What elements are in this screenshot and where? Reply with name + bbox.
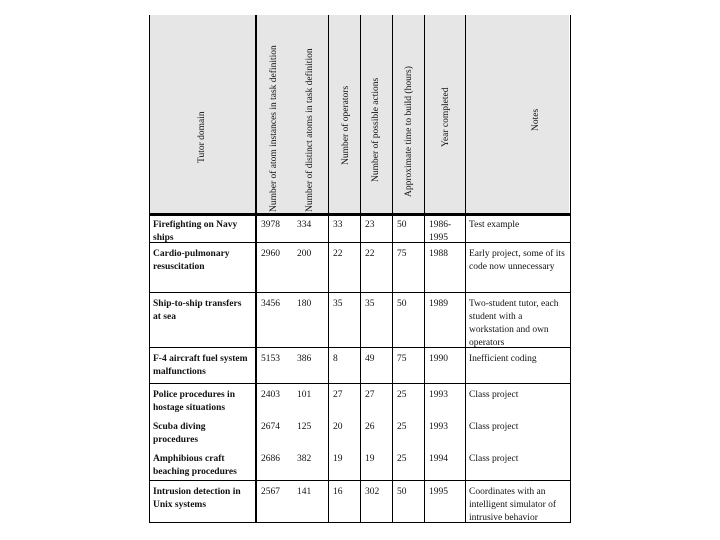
cell-time: 25 <box>397 390 407 400</box>
cell-distinct: 180 <box>297 299 312 309</box>
cell-atoms: 2960 <box>261 249 280 259</box>
tutor-domains-table <box>149 15 571 523</box>
cell-actions: 27 <box>365 390 375 400</box>
cell-domain: F-4 aircraft fuel system malfunctions <box>153 354 248 377</box>
divider <box>424 15 425 523</box>
cell-time: 25 <box>397 454 407 464</box>
cell-domain: Intrusion detection in Unix systems <box>153 487 241 510</box>
cell-notes: Class project <box>469 390 519 400</box>
cell-distinct: 101 <box>297 390 312 400</box>
cell-year: 1994 <box>429 454 448 464</box>
border <box>570 15 571 523</box>
cell-operators: 20 <box>333 422 343 432</box>
header-distinct-atoms: Number of distinct atoms in task definition <box>305 48 315 212</box>
cell-time: 25 <box>397 422 407 432</box>
cell-actions: 49 <box>365 354 375 364</box>
header-build-time: Approximate time to build (hours) <box>404 66 414 197</box>
cell-distinct: 141 <box>297 487 312 497</box>
cell-actions: 26 <box>365 422 375 432</box>
cell-domain: Ship-to-ship transfers at sea <box>153 299 242 322</box>
cell-distinct: 200 <box>297 249 312 259</box>
row-rule <box>149 480 571 481</box>
cell-distinct: 386 <box>297 354 312 364</box>
cell-domain: Amphibious craft beaching procedures <box>153 454 237 477</box>
header-year-completed: Year completed <box>441 87 451 147</box>
divider <box>392 15 393 523</box>
cell-distinct: 382 <box>297 454 312 464</box>
cell-operators: 22 <box>333 249 343 259</box>
cell-year: 1989 <box>429 299 448 309</box>
cell-operators: 33 <box>333 220 343 230</box>
cell-time: 50 <box>397 299 407 309</box>
cell-atoms: 2403 <box>261 390 280 400</box>
cell-notes: Class project <box>469 454 519 464</box>
cell-atoms: 2686 <box>261 454 280 464</box>
cell-actions: 302 <box>365 487 380 497</box>
cell-distinct: 125 <box>297 422 312 432</box>
divider <box>328 15 329 523</box>
cell-year: 1995 <box>429 487 448 497</box>
cell-operators: 8 <box>333 354 338 364</box>
cell-notes: Test example <box>469 220 520 230</box>
cell-domain: Police procedures in hostage situations <box>153 390 235 413</box>
cell-year: 1988 <box>429 249 448 259</box>
cell-domain: Scuba diving procedures <box>153 422 206 445</box>
cell-domain: Cardio-pulmonary resuscitation <box>153 249 230 272</box>
cell-actions: 22 <box>365 249 375 259</box>
cell-actions: 35 <box>365 299 375 309</box>
divider <box>255 15 257 523</box>
cell-domain: Firefighting on Navy ships <box>153 220 238 243</box>
cell-year: 1990 <box>429 354 448 364</box>
cell-year: 1993 <box>429 422 448 432</box>
cell-year: 1993 <box>429 390 448 400</box>
header-tutor-domain: Tutor domain <box>197 111 207 163</box>
border <box>149 15 150 523</box>
divider <box>465 15 466 523</box>
row-rule <box>149 292 571 293</box>
header-possible-actions: Number of possible actions <box>371 77 381 182</box>
cell-operators: 19 <box>333 454 343 464</box>
cell-time: 75 <box>397 354 407 364</box>
cell-time: 50 <box>397 487 407 497</box>
cell-notes: Inefficient coding <box>469 354 537 364</box>
cell-year: 1986-1995 <box>429 220 452 243</box>
cell-notes: Coordinates with an intelligent simulator of intrusive behavior <box>469 487 557 523</box>
cell-atoms: 5153 <box>261 354 280 364</box>
cell-atoms: 3456 <box>261 299 280 309</box>
cell-operators: 16 <box>333 487 343 497</box>
cell-notes: Class project <box>469 422 519 432</box>
row-rule <box>149 383 571 384</box>
cell-actions: 23 <box>365 220 375 230</box>
cell-actions: 19 <box>365 454 375 464</box>
cell-time: 75 <box>397 249 407 259</box>
cell-notes: Early project, some of its code now unnecessary <box>469 249 565 272</box>
cell-atoms: 2567 <box>261 487 280 497</box>
header-operators: Number of operators <box>341 85 351 165</box>
header-rule <box>149 213 571 216</box>
header-notes: Notes <box>531 108 541 131</box>
cell-distinct: 334 <box>297 220 312 230</box>
cell-atoms: 3978 <box>261 220 280 230</box>
cell-operators: 35 <box>333 299 343 309</box>
cell-atoms: 2674 <box>261 422 280 432</box>
header-atom-instances: Number of atom instances in task definition <box>269 45 279 212</box>
cell-operators: 27 <box>333 390 343 400</box>
cell-notes: Two-student tutor, each student with a workstation and own operators <box>469 299 559 348</box>
divider <box>360 15 361 523</box>
cell-time: 50 <box>397 220 407 230</box>
